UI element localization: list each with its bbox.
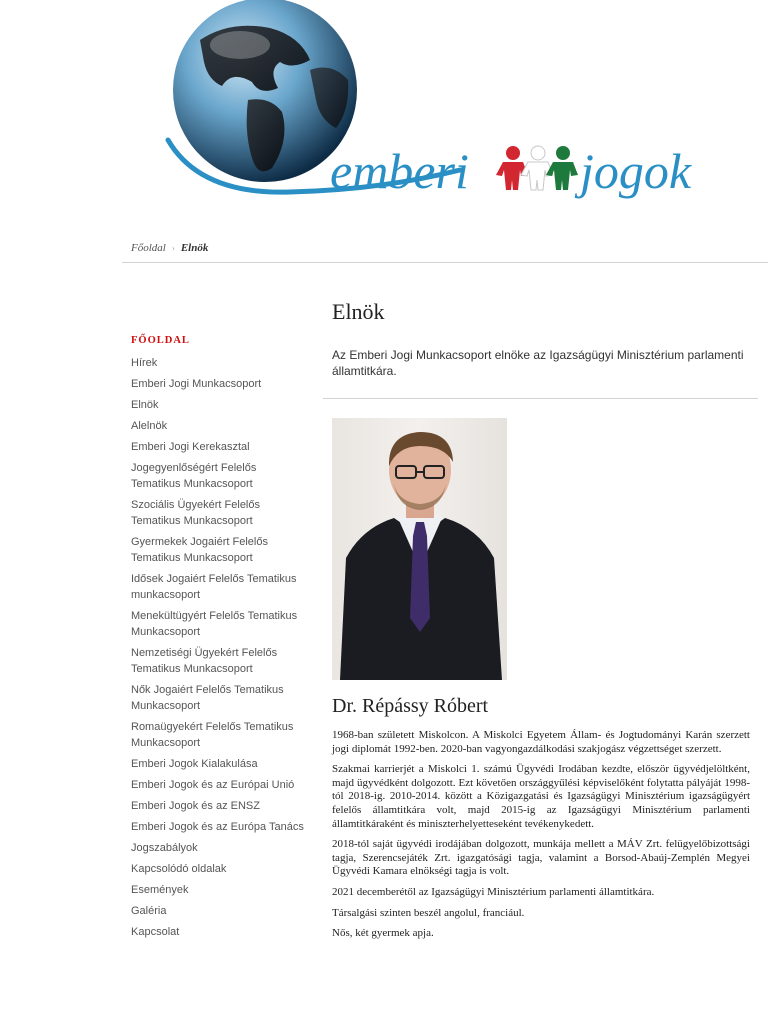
sidebar-item-nok[interactable]: Nők Jogaiért Felelős Tematikus Munkacsoport (131, 684, 284, 712)
site-logo[interactable] (160, 0, 720, 225)
sidebar-item-romaugy[interactable]: Romaügyekért Felelős Tematikus Munkacsoport (131, 721, 294, 749)
biography (332, 729, 750, 948)
bio-paragraph-3: 2018-tól saját ügyvédi irodájában dolgozott, munkája mellett a MÁV Zrt. felügyelőbizottsági tagja, Szerencsejáték Zrt. igazgatósági tagja, valamint a Borsod-Abaúj-Zemplén Megyei Ügyvédi Kamara elnökségi tagja is volt. (332, 838, 750, 878)
logo-text-emberi: emberi (330, 143, 469, 199)
bio-paragraph-1: 1968-ban született Miskolcon. A Miskolci Egyetem Állam- és Jogtudományi Karán szerzett jogi diplomát 1992-ben. 2020-ban vagyongazdálkodási szakjogász végzettséget szerzett. (332, 729, 750, 755)
sidebar-item-kapcsolat[interactable]: Kapcsolat (131, 926, 180, 938)
sidebar-item-menekultugy[interactable]: Menekültügyért Felelős Tematikus Munkacsoport (131, 610, 298, 638)
sidebar-item-elnok[interactable]: Elnök (131, 399, 159, 411)
sidebar-item-europa-tanacs[interactable]: Emberi Jogok és az Európa Tanács (131, 821, 304, 833)
sidebar-title-link[interactable]: FŐOLDAL (131, 335, 190, 346)
people-figures-icon (496, 146, 578, 190)
bio-paragraph-2: Szakmai karrierjét a Miskolci 1. számú Ügyvédi Irodában kezdte, először ügyvédjelöltként, majd ügyvédként dolgozott. Ezt követően országgyűlési képviselőként folytatta pályáját 1998-tól 2018-ig. 2010-2014. között a Közigazgatási és Igazságügyi Minisztérium igazságügyért felelős államtitkára volt, majd 2015-ig az Igazságügyi Minisztérium parlamenti államtitkáraként és miniszterhelyetteseként tevékenykedett. (332, 763, 750, 830)
sidebar-item-jogegyenloseg[interactable]: Jogegyenlőségért Felelős Tematikus Munkacsoport (131, 462, 257, 490)
sidebar-item-esemenyek[interactable]: Események (131, 884, 189, 896)
sidebar-item-galeria[interactable]: Galéria (131, 905, 167, 917)
sidebar-item-idosek[interactable]: Idősek Jogaiért Felelős Tematikus munkacsoport (131, 573, 297, 601)
sidebar-item-kerekasztal[interactable]: Emberi Jogi Kerekasztal (131, 441, 250, 453)
sidebar-item-emberi-jogi-munkacsoport[interactable]: Emberi Jogi Munkacsoport (131, 378, 262, 390)
sidebar-item-hirek[interactable]: Hírek (131, 357, 158, 369)
sidebar-item-alelnok[interactable]: Alelnök (131, 420, 168, 432)
breadcrumb-separator-icon: › (171, 243, 175, 253)
site-header (0, 0, 768, 230)
logo-text-jogok: jogok (580, 143, 692, 199)
sidebar-item-kialakulas[interactable]: Emberi Jogok Kialakulása (131, 758, 258, 770)
sidebar-nav (131, 335, 306, 945)
sidebar-item-szocialis[interactable]: Szociális Ügyekért Felelős Tematikus Munkacsoport (131, 499, 260, 527)
sidebar-item-kapcsolodo[interactable]: Kapcsolódó oldalak (131, 863, 227, 875)
page-title: Elnök (332, 299, 385, 324)
breadcrumb-current: Elnök (180, 242, 209, 254)
bio-paragraph-5: Társalgási szinten beszél angolul, franciául. (332, 906, 525, 919)
breadcrumb-home-link[interactable]: Főoldal (131, 242, 166, 254)
sidebar-item-nemzetisegi[interactable]: Nemzetiségi Ügyekért Felelős Tematikus Munkacsoport (131, 647, 278, 675)
portrait-illustration (332, 418, 507, 680)
sidebar-menu (131, 355, 306, 940)
intro-text: Az Emberi Jogi Munkacsoport elnöke az Igazságügyi Minisztérium parlamenti államtitkára. (332, 348, 744, 378)
content-divider (323, 398, 758, 399)
breadcrumb (131, 242, 208, 254)
sidebar-item-jogszabalyok[interactable]: Jogszabályok (131, 842, 198, 854)
header-divider (122, 262, 768, 263)
bio-paragraph-6: Nős, két gyermek apja. (332, 927, 434, 940)
person-name: Dr. Répássy Róbert (332, 695, 489, 717)
sidebar-item-gyermekek[interactable]: Gyermekek Jogaiért Felelős Tematikus Munkacsoport (131, 536, 268, 564)
sidebar-item-ensz[interactable]: Emberi Jogok és az ENSZ (131, 800, 260, 812)
sidebar-item-europai-unio[interactable]: Emberi Jogok és az Európai Unió (131, 779, 295, 791)
portrait-photo (332, 418, 507, 680)
bio-paragraph-4: 2021 decemberétől az Igazságügyi Minisztérium parlamenti államtitkára. (332, 885, 655, 898)
